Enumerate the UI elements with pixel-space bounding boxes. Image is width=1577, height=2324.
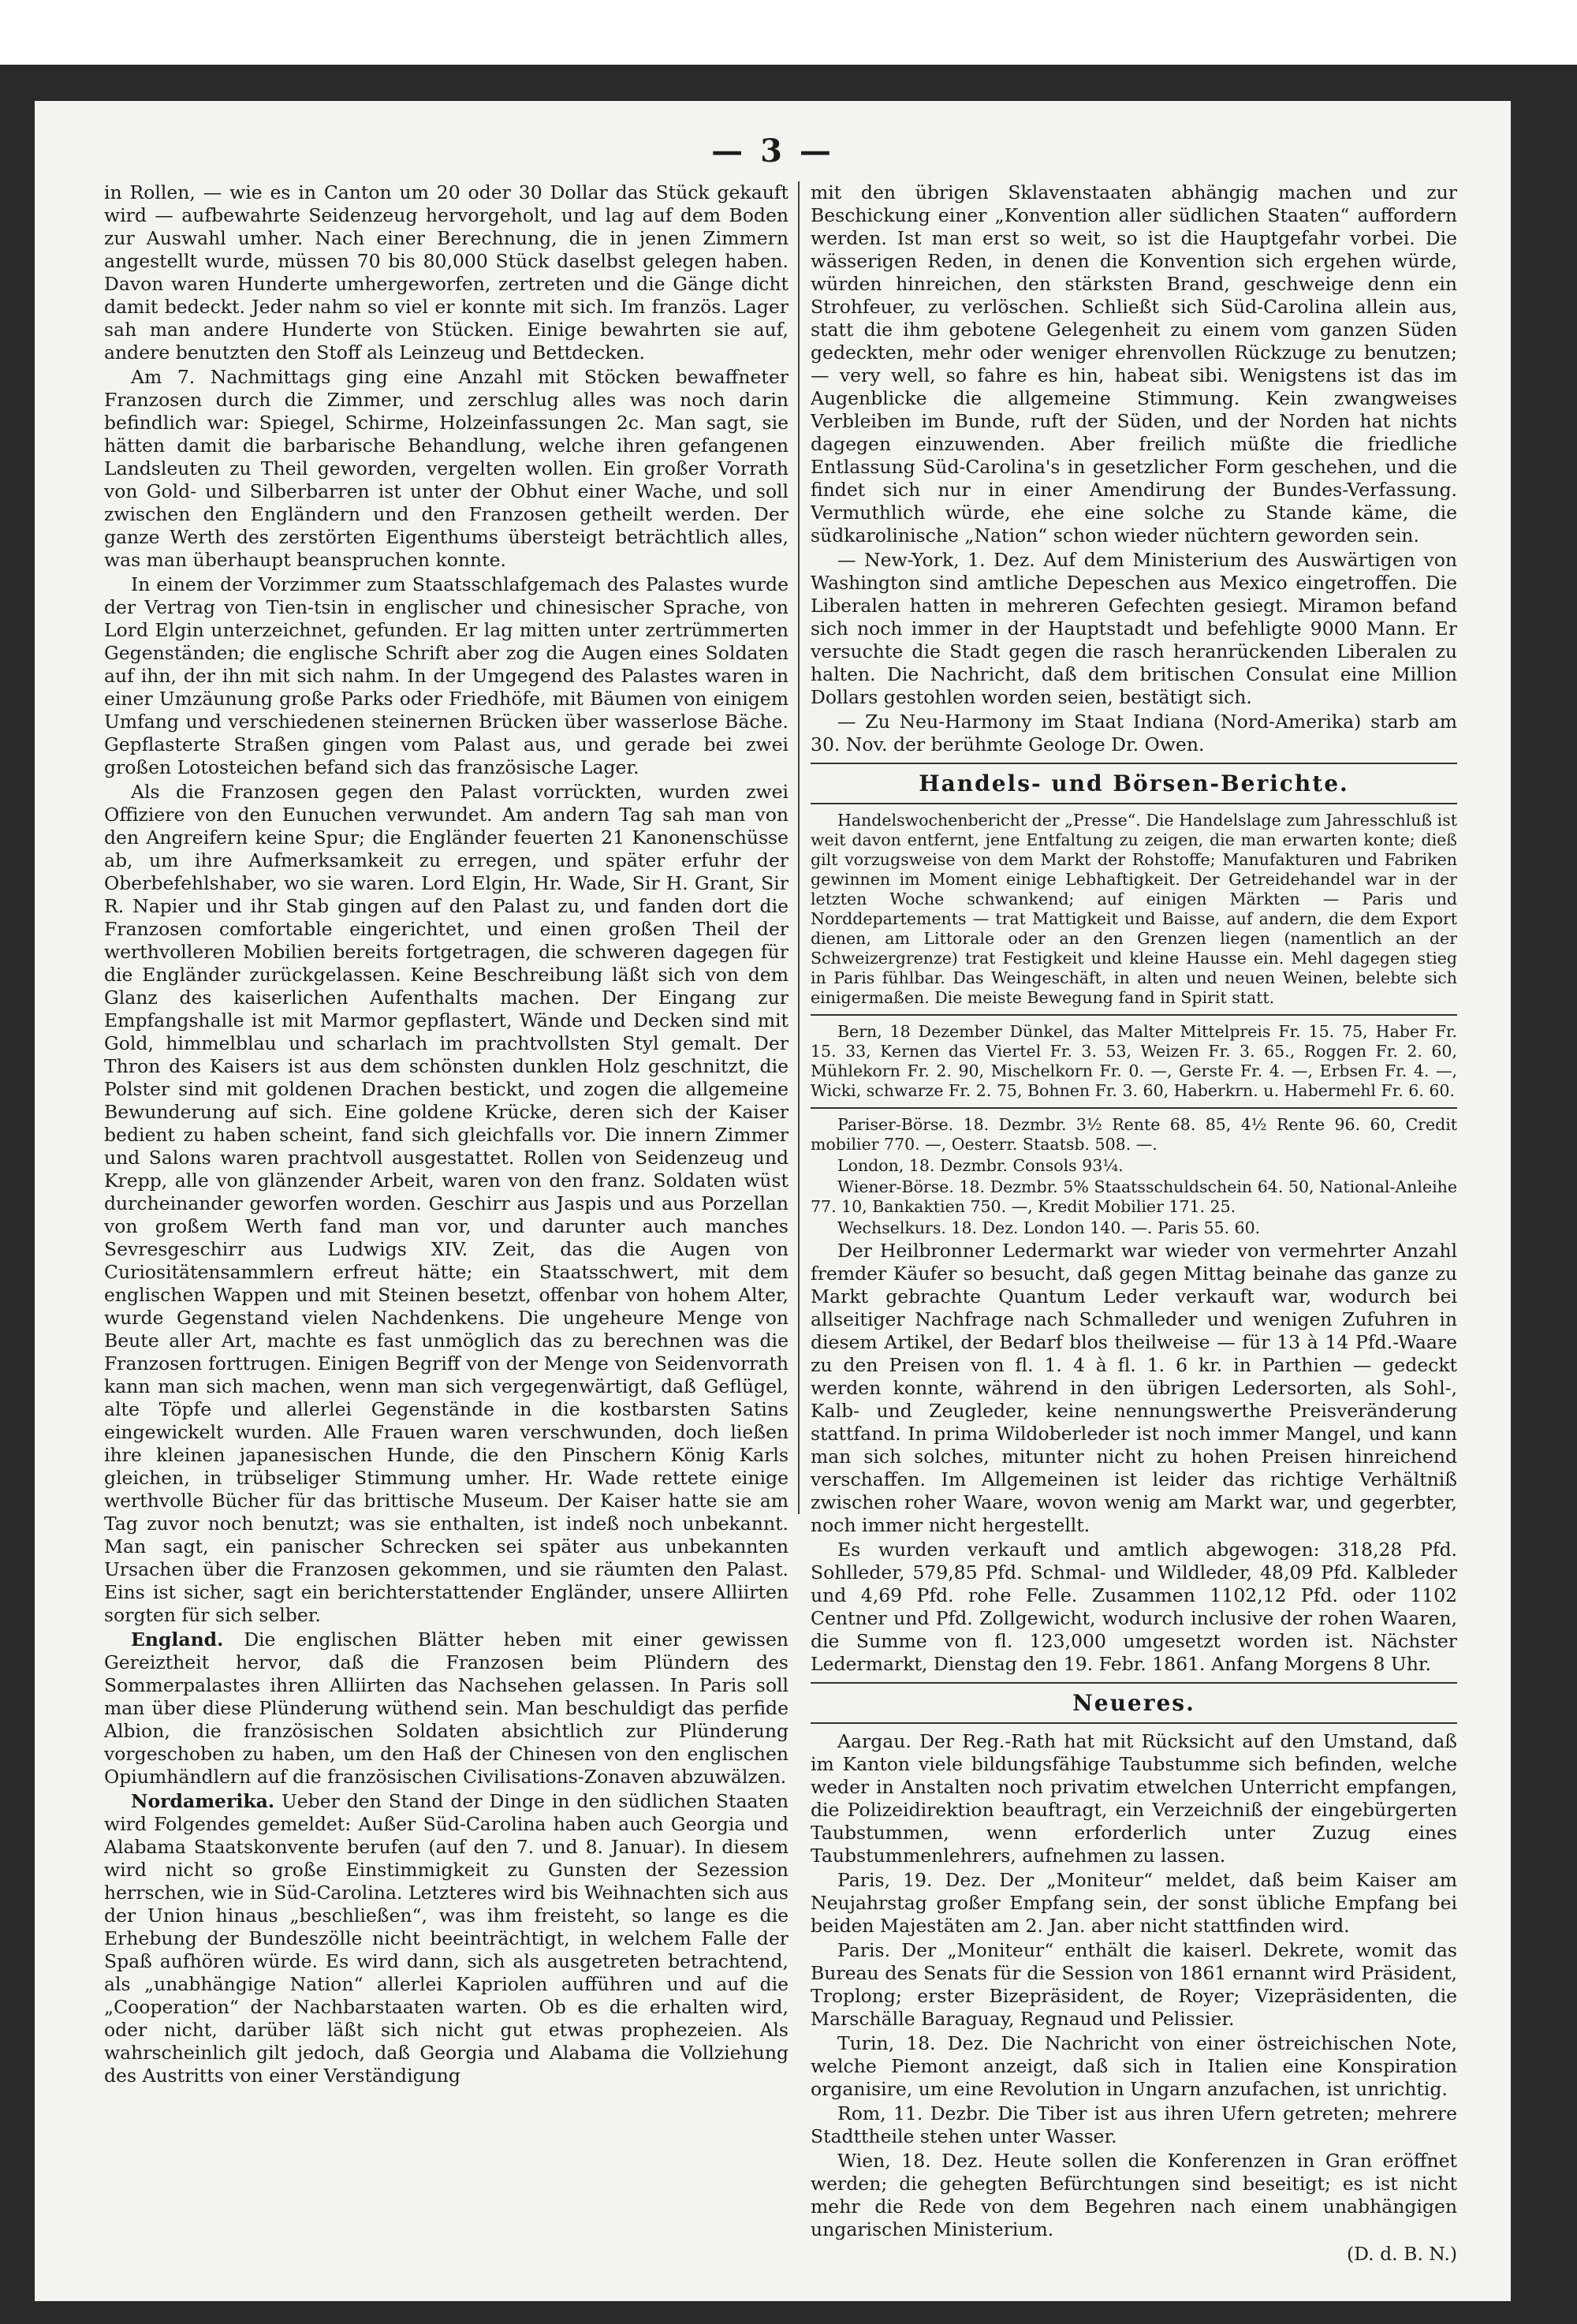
handels-text: Handelswochenbericht der „Presse“. Die Handelslage zum Jahresschluß ist weit davon entfernt, jene Entfaltung zu zeigen, die man erwarten konte; dieß gilt vorzugsweise von dem Markt der Rohstoffe; Manufakturen und Fabriken gewinnen im Moment einige Lebhaftigkeit. Der Getreidehandel war in der letzten Woche schwankend; auf einigen Märkten — Paris und Norddepartements — trat Mattigkeit und Baisse, auf andern, die dem Export dienen, am Littorale oder an den Grenzen liegen (namentlich an der Schweizergrenze) trat Festigkeit und kleine Hausse ein. Mehl dagegen stieg in Paris fühlbar. Das Weingeschäft, in alten und neuen Weinen, belebte sich einigermaßen. Die meiste Bewegung fand in Spirit statt. (811, 811, 1457, 1007)
column-divider (798, 181, 800, 1514)
wiener-boerse: Wiener-Börse. 18. Dezmbr. 5% Staatsschuldschein 64. 50, National-Anleihe 77. 10, Bankaktien 750. —, Kredit Mobilier 171. 25. (811, 1177, 1457, 1216)
nordamerika-text: Ueber den Stand der Dinge in den südlichen Staaten wird Folgendes gemeldet: Außer Süd-Carolina haben auch Georgia und Alabama Staatskonvente berufen (auf den 7. und 8. Januar). In diesem wird nicht so große Einstimmigkeit zu Gunsten der Sezession herrschen, wie in Süd-Carolina. Letzteres wird bis Weihnachten sich aus der Union hinaus „beschließen“, was ihm freisteht, so lange es die Erhebung der Bundeszölle nicht beeinträchtigt, in welchem Falle der Spaß aufhören würde. Es wird dann, sich als ausgetreten betrachtend, als „unabhängige Nation“ allerlei Kapriolen aufführen und auf die „Cooperation“ der Nachbarstaaten warten. Ob es die erhalten wird, oder nicht, darüber läßt sich nicht gut etwas prophezeien. Als wahrscheinlich gilt jedoch, daß Georgia und Alabama die Vollziehung des Austritts von einer Verständigung (104, 1790, 788, 2087)
verkauft-paragraph: Es wurden verkauft und amtlich abgewogen: 318,28 Pfd. Sohlleder, 579,85 Pfd. Schmal- und Wildleder, 48,09 Pfd. Kalbleder und 4,69 Pfd. rohe Felle. Zusammen 1102,12 Pfd. oder 1102 Centner und Pfd. Zollgewicht, wodurch inclusive der rohen Waaren, die Summe von fl. 123,000 umgesetzt worden ist. Nächster Ledermarkt, Dienstag den 19. Febr. 1861. Anfang Morgens 8 Uhr. (811, 1539, 1457, 1675)
article-paragraph: In einem der Vorzimmer zum Staatsschlafgemach des Palastes wurde der Vertrag von Tien-tsin in englischer und chinesischer Sprache, von Lord Elgin unterzeichnet, gefunden. Er lag mitten unter zertrümmerten Gegenständen; die englische Schrift aber zog die Augen eines Soldaten auf ihn, der ihn mit sich nahm. In der Umgegend des Palastes waren in einer Umzäunung große Parks oder Friedhöfe, mit Bäumen von einigem Umfang und verschiedenen steinernen Brücken über wasserlose Bäche. Gepflasterte Straßen gingen vom Palast aus, und gerade bei zwei großen Lotosteichen befand sich das französische Lager. (104, 573, 788, 778)
left-column (104, 181, 788, 2279)
england-section (104, 1628, 788, 1789)
england-text: Die englischen Blätter heben mit einer gewissen Gereiztheit hervor, daß die Franzosen beim Plündern des Sommerpalastes ihren Alliirten das Nachsehen gelassen. In Paris soll man über diese Plünderung wüthend sein. Man beschuldigt das perfide Albion, die französischen Soldaten absichtlich zur Plünderung vorgeschoben zu haben, um den Haß der Chinesen von den englischen Opiumhändlern auf die französischen Civilisations-Zonaven abzuwälzen. (104, 1628, 788, 1788)
nordamerika-section (104, 1790, 788, 2087)
right-column (811, 181, 1457, 2279)
article-paragraph: — Zu Neu-Harmony im Staat Indiana (Nord-Amerika) starb am 30. Nov. der berühmte Geologe Dr. Owen. (811, 711, 1457, 755)
source-signature: (D. d. B. N.) (1346, 2243, 1457, 2265)
section-rule (811, 1722, 1457, 1724)
article-paragraph: in Rollen, — wie es in Canton um 20 oder 30 Dollar das Stück gekauft wird — aufbewahrte Seidenzeug hervorgeholt, und lag auf dem Boden zur Auswahl umher. Nach einer Berechnung, die in jenen Zimmern angestellt wurde, müssen 70 bis 80,000 Stück daselbst gelegen haben. Davon waren Hunderte umhergeworfen, zertreten und die Gänge dicht damit bedeckt. Jeder nahm so viel er konnte mit sich. Im französ. Lager sah man andere Hunderte von Stücken. Einige bewahrten sie auf, andere benutzten den Stoff als Leinzeug und Bettdecken. (104, 181, 788, 364)
newspaper-page (35, 101, 1511, 2301)
news-item: Turin, 18. Dez. Die Nachricht von einer östreichischen Note, welche Piemont anzeigt, daß sich in Italien eine Konspiration organisire, um eine Revolution in Ungarn anzufachen, ist unrichtig. (811, 2032, 1457, 2100)
neueres-title: Neueres. (1072, 1690, 1195, 1716)
england-heading: England. (131, 1628, 224, 1651)
pariser-boerse: Pariser-Börse. 18. Dezmbr. 3½ Rente 68. 85, 4½ Rente 96. 60, Credit mobilier 770. —, Oesterr. Staatsb. 508. —. (811, 1115, 1457, 1154)
article-paragraph: Am 7. Nachmittags ging eine Anzahl mit Stöcken bewaffneter Franzosen durch die Zimmer, und zerschlug alles was noch darin befindlich war: Spiegel, Schirme, Holzeinfassungen 2c. Man sagt, sie hätten damit die barbarische Behandlung, welche ihren gefangenen Landsleuten zu Theil geworden, vergelten wollen. Ein großer Vorrath von Gold- und Silberbarren ist unter der Obhut einer Wache, und soll zwischen den Engländern und den Franzosen getheilt werden. Der ganze Werth des zerstörten Eigenthums übersteigt beträchtlich alles, was man überhaupt beanspruchen konnte. (104, 366, 788, 571)
section-rule (811, 1682, 1457, 1684)
article-paragraph: — New-York, 1. Dez. Auf dem Ministerium des Auswärtigen von Washington sind amtliche Depeschen aus Mexico eingetroffen. Die Liberalen hatten in mehreren Gefechten gesiegt. Miramon befand sich noch immer in der Hauptstadt und befehligte 9000 Mann. Er versuchte die Stadt gegen die rasch heranrückenden Liberalen zu halten. Die Nachricht, daß dem britischen Consulat eine Million Dollars gestohlen worden seien, bestätigt sich. (811, 549, 1457, 708)
news-item: Wien, 18. Dez. Heute sollen die Konferenzen in Gran eröffnet werden; die gehegten Befürchtungen sind beseitigt; es ist nicht mehr die Rede von dem Begehren nach einem unabhängigen ungarischen Ministerium. (811, 2150, 1457, 2240)
heilbronner-ledermarkt: Der Heilbronner Ledermarkt war wieder von vermehrter Anzahl fremder Käufer so besucht, daß gegen Mittag beinahe das ganze zu Markt gebrachte Quantum Leder verkauft war, wodurch bei allseitiger Nachfrage nach Schmalleder und wenigen Zufuhren in diesem Artikel, der Bedarf blos theilweise — für 13 à 14 Pfd.-Waare zu den Preisen von fl. 1. 4 à fl. 1. 6 kr. in Parthien — gedeckt werden konnte, während in den übrigen Ledersorten, als Sohl-, Kalb- und Zeugleder, keine nennungswerthe Preisveränderung stattfand. In prima Wildoberleder ist noch immer Mangel, und kann man sich solches, mitunter nicht zu hohen Preisen hinreichend verschaffen. Im Allgemeinen ist leider das richtige Verhältniß zwischen roher Waare, wovon wenig am Markt war, und gegerbter, noch immer nicht hergestellt. (811, 1240, 1457, 1536)
news-item: Rom, 11. Dezbr. Die Tiber ist aus ihren Ufern getreten; mehrere Stadttheile stehen unter Wasser. (811, 2102, 1457, 2147)
wechselkurs: Wechselkurs. 18. Dez. London 140. —. Paris 55. 60. (837, 1218, 1261, 1237)
news-item: Aargau. Der Reg.-Rath hat mit Rücksicht auf den Umstand, daß im Kanton viele bildungsfähige Taubstumme sich befinden, welche weder in Anstalten noch privatim etwelchen Unterricht empfangen, die Polizeidirektion beauftragt, ein Verzeichniß der eingebürgerten Taubstummen, wenn erforderlich unter Zuzug eines Taubstummenlehrers, aufnehmen zu lassen. (811, 1730, 1457, 1867)
section-rule (811, 1107, 1457, 1109)
london-boerse: London, 18. Dezmbr. Consols 93¼. (837, 1156, 1124, 1175)
news-item: Paris. Der „Moniteur“ enthält die kaiserl. Dekrete, womit das Bureau des Senats für die Session von 1861 ernannt wird Präsident, Troplong; erster Bizepräsident, de Royer; Vizepräsidenten, die Marschälle Baraguay, Regnaud und Pelissier. (811, 1939, 1457, 2030)
news-item: Paris, 19. Dez. Der „Moniteur“ meldet, daß beim Kaiser am Neujahrstag großer Empfang sein, der sonst übliche Empfang bei beiden Majestäten am 2. Jan. aber nicht stattfinden wird. (811, 1869, 1457, 1937)
nordamerika-heading: Nordamerika. (131, 1790, 275, 1812)
article-paragraph: mit den übrigen Sklavenstaaten abhängig machen und zur Beschickung einer „Konvention aller südlichen Staaten“ auffordern werden. Ist man erst so weit, so ist die Hauptgefahr vorbei. Die wässerigen Reden, in denen die Konvention sich ergehen würde, würden hinreichen, den stärksten Brand, geschweige denn ein Strohfeuer, zu verlöschen. Schließt sich Süd-Carolina allein aus, statt die ihm gebotene Gelegenheit zu einem vom ganzen Süden gedeckten, mehr oder weniger ehrenvollen Rückzuge zu benutzen; — very well, so fahre es hin, habeat sibi. Wenigstens ist das im Augenblicke die allgemeine Stimmung. Kein zwangweises Verbleiben im Bunde, ruft der Süden, und der Norden hat nichts dagegen einzuwenden. Aber freilich müßte die friedliche Entlassung Süd-Carolina's in gesetzlicher Form geschehen, und die findet sich nur in einer Amendirung der Bundes-Verfassung. Vermuthlich würde, ehe eine solche zu Stande käme, die südkarolinische „Nation“ schon wieder nüchtern geworden sein. (811, 181, 1457, 546)
article-paragraph: Als die Franzosen gegen den Palast vorrückten, wurden zwei Offiziere von den Eunuchen verwundet. Am andern Tag sah man von den Angreifern keine Spur; die Engländer feuerten 21 Kanonenschüsse ab, um ihre Aufmerksamkeit zu erregen, und später erfuhr der Oberbefehlshaber, wo sie waren. Lord Elgin, Hr. Wade, Sir H. Grant, Sir R. Napier und ihr Stab gingen auf den Palast zu, und fanden dort die Franzosen comfortable eingerichtet, und einen großen Theil der werthvolleren Mobilien bereits fortgetragen, die schweren dagegen für die Engländer zurückgelassen. Keine Beschreibung läßt sich von dem Glanz des kaiserlichen Aufenthalts machen. Der Eingang zur Empfangshalle ist mit Marmor gepflastert, Wände und Decken sind mit Gold, himmelblau und scharlach im prachtvollsten Styl gemalt. Der Thron des Kaisers ist aus dem schönsten dunklen Holz geschnitzt, die Polster sind mit goldenen Drachen bestickt, und zogen die allgemeine Bewunderung auf sich. Eine goldene Krücke, deren sich der Kaiser bedient zu haben scheint, fand sich gleichfalls vor. Die innern Zimmer und Salons waren prachtvoll ausgestattet. Rollen von Seidenzeug und Krepp, alle von glänzender Arbeit, waren von den franz. Soldaten wüst durcheinander geworfen worden. Geschirr aus Jaspis und aus Porzellan von großem Werth fand man vor, und darunter auch manches Sevresgeschirr aus Ludwigs XIV. Zeit, das die Augen von Curiositätensammlern erfreut hätte; ein Staatsschwert, mit dem englischen Wappen und mit Steinen besetzt, offenbar von hohem Alter, wurde Gegenstand vielen Nachdenkens. Die ungeheure Menge von Beute aller Art, machte es fast unmöglich das zu berechnen was die Franzosen forttrugen. Einigen Begriff von der Menge von Seidenvorrath kann man sich machen, wenn man sich vergegenwärtigt, daß Geflügel, alte Töpfe und allerlei Gegenstände in die kostbarsten Satins eingewickelt wurden. Alle Frauen waren verschwunden, doch ließen ihre kleinen japanesischen Hunde, die den Pinschern König Karls gleichen, in trübseliger Stimmung umher. Hr. Wade rettete einige werthvolle Bücher für das brittische Museum. Der Kaiser hatte sie am Tag zuvor noch benutzt; was sie enthalten, ist indeß noch unbekannt. Man sagt, ein panischer Schrecken sei später aus unbekannten Ursachen über die Franzosen gekommen, und sie räumten den Palast. Eins ist sicher, sagt ein berichterstattender Engländer, unsere Alliirten sorgten für sich selber. (104, 781, 788, 1626)
bern-prices: Bern, 18 Dezember Dünkel, das Malter Mittelpreis Fr. 15. 75, Haber Fr. 15. 33, Kernen das Viertel Fr. 3. 53, Weizen Fr. 3. 65., Roggen Fr. 2. 60, Mühlekorn Fr. 2. 90, Mischelkorn Fr. 0. —, Gerste Fr. 4. —, Erbsen Fr. 4. —, Wicki, schwarze Fr. 2. 75, Bohnen Fr. 3. 60, Haberkrn. u. Habermehl Fr. 6. 60. (811, 1022, 1457, 1100)
section-rule (811, 803, 1457, 804)
page-number: — 3 — (711, 132, 834, 170)
section-rule (811, 763, 1457, 764)
handels-title: Handels- und Börsen-Berichte. (919, 770, 1349, 796)
section-rule (811, 1014, 1457, 1016)
